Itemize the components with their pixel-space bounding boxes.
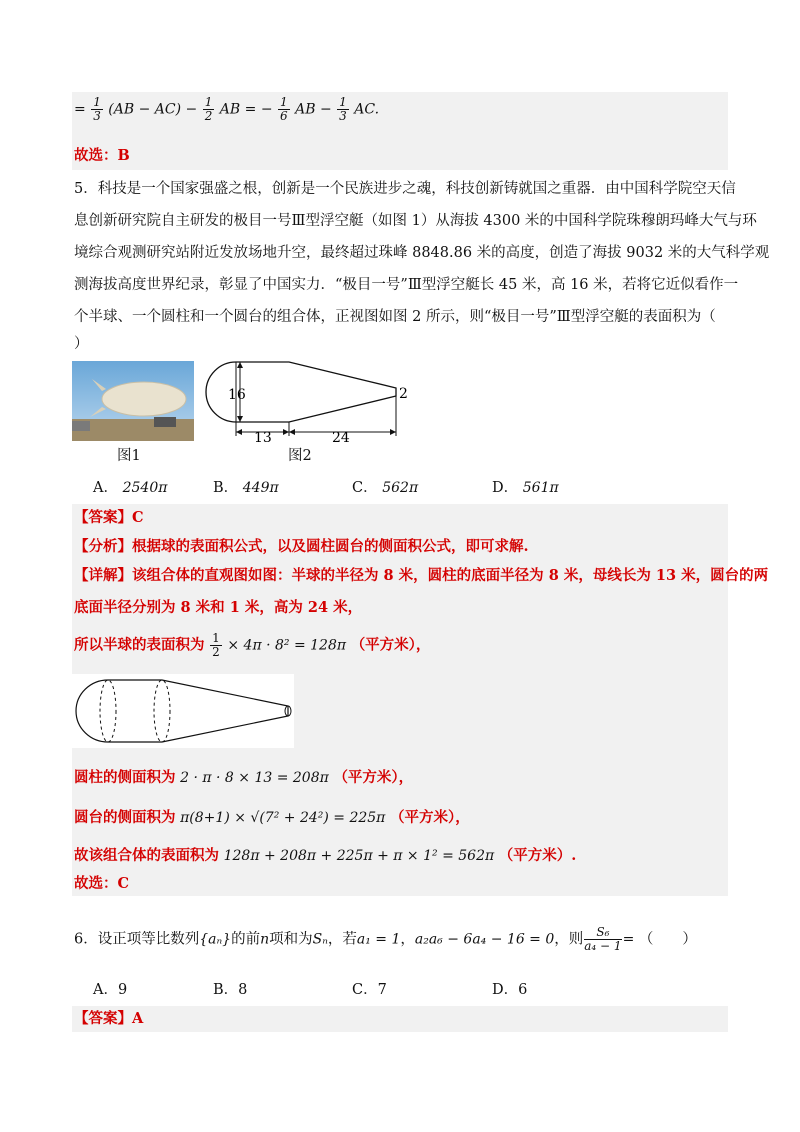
- frac-den: 3: [339, 109, 347, 123]
- vector-formula: [74, 96, 379, 123]
- q5-option-a[interactable]: [93, 476, 167, 497]
- cyl-prefix: 圆柱的侧面积为: [74, 769, 176, 786]
- q5-detail-2: 底面半径分别为 8 米和 1 米，高为 24 米，: [74, 599, 363, 616]
- hemi-prefix: 所以半球的表面积为: [74, 636, 205, 654]
- q6-text-d: ，若: [327, 931, 357, 948]
- cyl-unit: （平方米），: [333, 769, 414, 786]
- frac-den: 3: [93, 109, 101, 123]
- option-value: 562π: [382, 480, 419, 496]
- fig2-label: 图2: [288, 448, 312, 464]
- total-prefix: 故该组合体的表面积为: [74, 847, 219, 864]
- q6-option-b[interactable]: [213, 978, 247, 999]
- frac-num: 1: [212, 631, 220, 645]
- option-letter: B．: [213, 982, 239, 998]
- answer-shade-q6: [72, 1006, 728, 1032]
- q6-text-c: 项和为: [269, 931, 313, 948]
- frac-num: 1: [280, 95, 288, 109]
- frustum-area-line: [74, 808, 470, 828]
- option-value: 9: [117, 982, 128, 998]
- formula-inner: (AB − AC) −: [108, 101, 198, 118]
- q6-sep: ，: [400, 931, 415, 948]
- q4-choice: 故选：B: [74, 147, 130, 164]
- frac-1-2: [203, 96, 215, 123]
- total-formula: 128π + 208π + 225π + π × 1² = 562π: [223, 848, 495, 864]
- q6-option-a[interactable]: [93, 978, 127, 999]
- q5-choice: 故选：C: [74, 875, 130, 892]
- q5-answer: 【答案】C: [74, 509, 144, 526]
- frustum-formula: π(8+1) × √(7² + 24²) = 225π: [180, 810, 386, 826]
- total-area-line: [74, 846, 576, 866]
- option-letter: D．: [492, 480, 519, 496]
- q6-seq: {aₙ}: [199, 931, 232, 948]
- option-value: 561π: [522, 480, 559, 496]
- q6-stem: [74, 926, 697, 953]
- q6-answer: 【答案】A: [74, 1010, 144, 1027]
- hemi-unit: （平方米），: [350, 636, 431, 654]
- airship-photo: [72, 361, 194, 441]
- hemi-frac: [210, 632, 222, 659]
- q6-option-d[interactable]: [492, 978, 527, 999]
- option-value: 7: [377, 982, 387, 998]
- option-letter: C．: [352, 480, 378, 496]
- frac-num: S₆: [584, 926, 621, 940]
- frac-den: 2: [212, 645, 220, 659]
- cylinder-area-line: [74, 768, 413, 788]
- option-letter: A．: [93, 480, 118, 496]
- fig2-tip-label: 2: [399, 386, 408, 402]
- cyl-formula: 2 · π · 8 × 13 = 208π: [180, 770, 329, 786]
- q5-option-b[interactable]: [213, 476, 279, 497]
- formula-eq: =: [74, 101, 86, 118]
- frustum-prefix: 圆台的侧面积为: [74, 809, 176, 826]
- solution-diagram: [72, 674, 294, 748]
- q6-eq: =: [622, 931, 635, 948]
- option-value: 449π: [242, 480, 279, 496]
- frac-num: 1: [339, 95, 347, 109]
- option-value: 8: [238, 982, 248, 998]
- frac-den: a₄ − 1: [584, 939, 622, 953]
- q6-sn: Sₙ: [312, 931, 328, 948]
- formula-mid2: AB −: [295, 101, 332, 118]
- option-letter: C．: [352, 982, 378, 998]
- option-value: 2540π: [122, 480, 168, 496]
- q5-option-d[interactable]: [492, 476, 559, 497]
- q6-paren: （ ）: [638, 931, 697, 948]
- frac-den: 6: [280, 109, 288, 123]
- q5-analysis: 【分析】根据球的表面积公式，以及圆柱圆台的侧面积公式，即可求解.: [74, 538, 529, 555]
- option-letter: B．: [213, 480, 239, 496]
- frac-1-3: [91, 96, 103, 123]
- q6-cond1: a₁ = 1: [356, 931, 401, 948]
- q5-line-5: 个半球、一个圆柱和一个圆台的组合体，正视图如图 2 所示，则“极目一号”Ⅲ型浮空艇的表面积为（: [74, 309, 716, 325]
- formula-mid: AB = −: [219, 101, 273, 118]
- q6-text-a: 6．设正项等比数列: [74, 931, 200, 948]
- option-letter: D．: [492, 982, 519, 998]
- q5-line-2: 息创新研究院自主研发的极目一号Ⅲ型浮空艇（如图 1）从海拔 4300 米的中国科学院珠穆朗玛峰大气与环: [74, 213, 757, 229]
- fig2-cone-label: 24: [332, 430, 350, 446]
- frac-num: 1: [93, 95, 101, 109]
- fig2-front-view: [200, 354, 420, 450]
- fig1-label: 图1: [117, 448, 141, 464]
- q6-n: n: [260, 931, 270, 948]
- option-letter: A．: [93, 982, 118, 998]
- q6-text-b: 的前: [231, 931, 261, 948]
- frac-1-3b: [337, 96, 349, 123]
- formula-end: AC.: [354, 101, 380, 118]
- q6-option-c[interactable]: [352, 978, 387, 999]
- frac-den: 2: [204, 109, 213, 123]
- q6-frac: [584, 926, 621, 953]
- q5-line-4: 测海拔高度世界纪录，彰显了中国实力．“极目一号”Ⅲ型浮空艇长 45 米，高 16 米，若将它近似看作一: [74, 277, 739, 293]
- q5-line-1: 5．科技是一个国家强盛之根，创新是一个民族进步之魂，科技创新铸就国之重器．由中国科学院空天信: [74, 181, 736, 197]
- frustum-unit: （平方米），: [390, 809, 470, 826]
- q6-text-e: ，则: [554, 931, 584, 948]
- hemisphere-area-line: [74, 632, 430, 659]
- q5-option-c[interactable]: [352, 476, 418, 497]
- frac-1-6: [278, 96, 290, 123]
- q5-line-3: 境综合观测研究站附近发放场地升空，最终超过珠峰 8848.86 米的高度，创造了海拔 9032 米的大气科学观: [74, 245, 770, 261]
- total-unit: （平方米）.: [498, 847, 577, 864]
- q5-detail-1: 【详解】该组合体的直观图如图：半球的半径为 8 米，圆柱的底面半径为 8 米，母线长为 13 米，圆台的两: [74, 567, 769, 584]
- frac-num: 1: [204, 95, 213, 109]
- q6-cond2: a₂a₆ − 6a₄ − 16 = 0: [414, 931, 555, 948]
- fig2-height-label: 16: [228, 387, 246, 403]
- fig2-cylinder-label: 13: [254, 430, 272, 446]
- hemi-formula: × 4π · 8² = 128π: [227, 637, 347, 654]
- option-value: 6: [518, 982, 528, 998]
- q5-line-6: ）: [74, 336, 89, 352]
